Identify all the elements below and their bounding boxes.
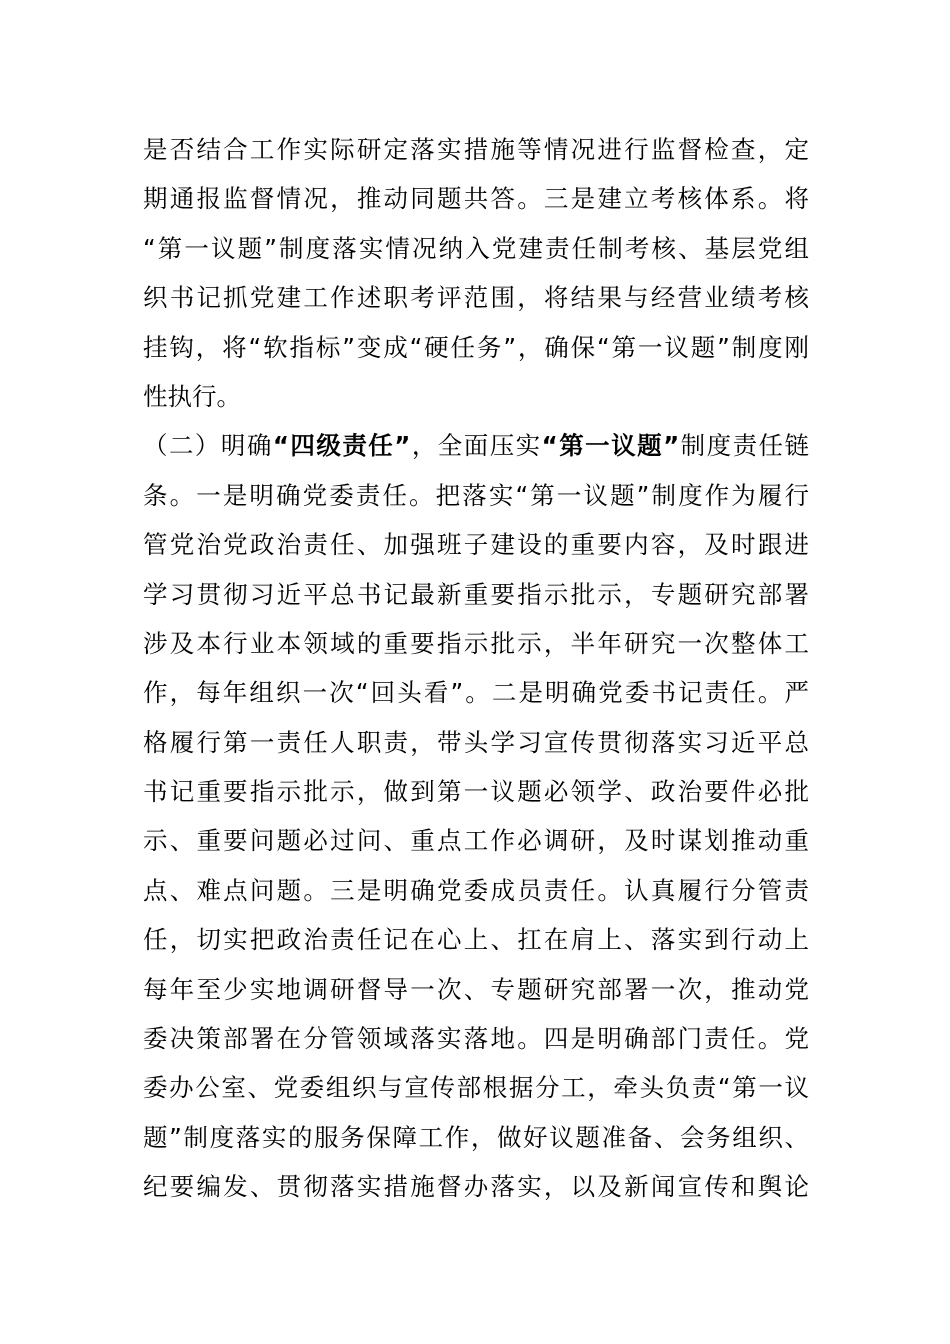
text-line-6: 性执行。 <box>143 381 241 411</box>
text-line-13: 格履行第一责任人职责，带头学习宣传贯彻落实习近平总 <box>143 727 809 757</box>
text-line-8: 条。一是明确党委责任。把落实“第一议题”制度作为履行 <box>143 480 809 510</box>
text-line-21: 题”制度落实的服务保障工作，做好议题准备、会务组织、 <box>143 1122 809 1152</box>
text-line-1: 是否结合工作实际研定落实措施等情况进行监督检查，定 <box>143 135 809 164</box>
text-line-4: 织书记抓党建工作述职考评范围，将结果与经营业绩考核 <box>143 283 809 313</box>
text-line-3: “第一议题”制度落实情况纳入党建责任制考核、基层党组 <box>143 233 809 263</box>
text-line-18: 每年至少实地调研督导一次、专题研究部署一次，推动党 <box>143 974 809 1004</box>
heading-mid: ，全面压实 <box>410 431 542 461</box>
body-text <box>143 125 809 1212</box>
text-line-11: 涉及本行业本领域的重要指示批示，半年研究一次整体工 <box>143 628 809 658</box>
text-line-20: 委办公室、党委组织与宣传部根据分工，牵头负责“第一议 <box>143 1073 809 1103</box>
heading-bold-four-levels: “四级责任” <box>272 431 411 461</box>
text-line-9: 管党治党政治责任、加强班子建设的重要内容，及时跟进 <box>143 530 809 560</box>
text-line-12: 作，每年组织一次“回头看”。二是明确党委书记责任。严 <box>143 678 809 708</box>
text-line-22: 纪要编发、贯彻落实措施督办落实，以及新闻宣传和舆论 <box>143 1172 809 1202</box>
heading-bold-first-topic: “第一议题” <box>541 431 680 461</box>
heading-open: （二）明确 <box>143 431 273 461</box>
text-line-14: 书记重要指示批示，做到第一议题必领学、政治要件必批 <box>143 777 809 807</box>
text-line-19: 委决策部署在分管领域落实落地。四是明确部门责任。党 <box>143 1024 809 1054</box>
text-line-17: 任，切实把政治责任记在心上、扛在肩上、落实到行动上 <box>143 925 809 955</box>
text-line-10: 学习贯彻习近平总书记最新重要指示批示，专题研究部署 <box>143 579 809 609</box>
text-line-2: 期通报监督情况，推动同题共答。三是建立考核体系。将 <box>143 184 809 214</box>
text-line-16: 点、难点问题。三是明确党委成员责任。认真履行分管责 <box>143 875 809 905</box>
heading-end: 制度责任链 <box>679 431 810 461</box>
section-heading <box>143 421 809 470</box>
text-line-5: 挂钩，将“软指标”变成“硬任务”，确保“第一议题”制度刚 <box>143 332 809 362</box>
text-line-15: 示、重要问题必过问、重点工作必调研，及时谋划推动重 <box>143 826 809 856</box>
